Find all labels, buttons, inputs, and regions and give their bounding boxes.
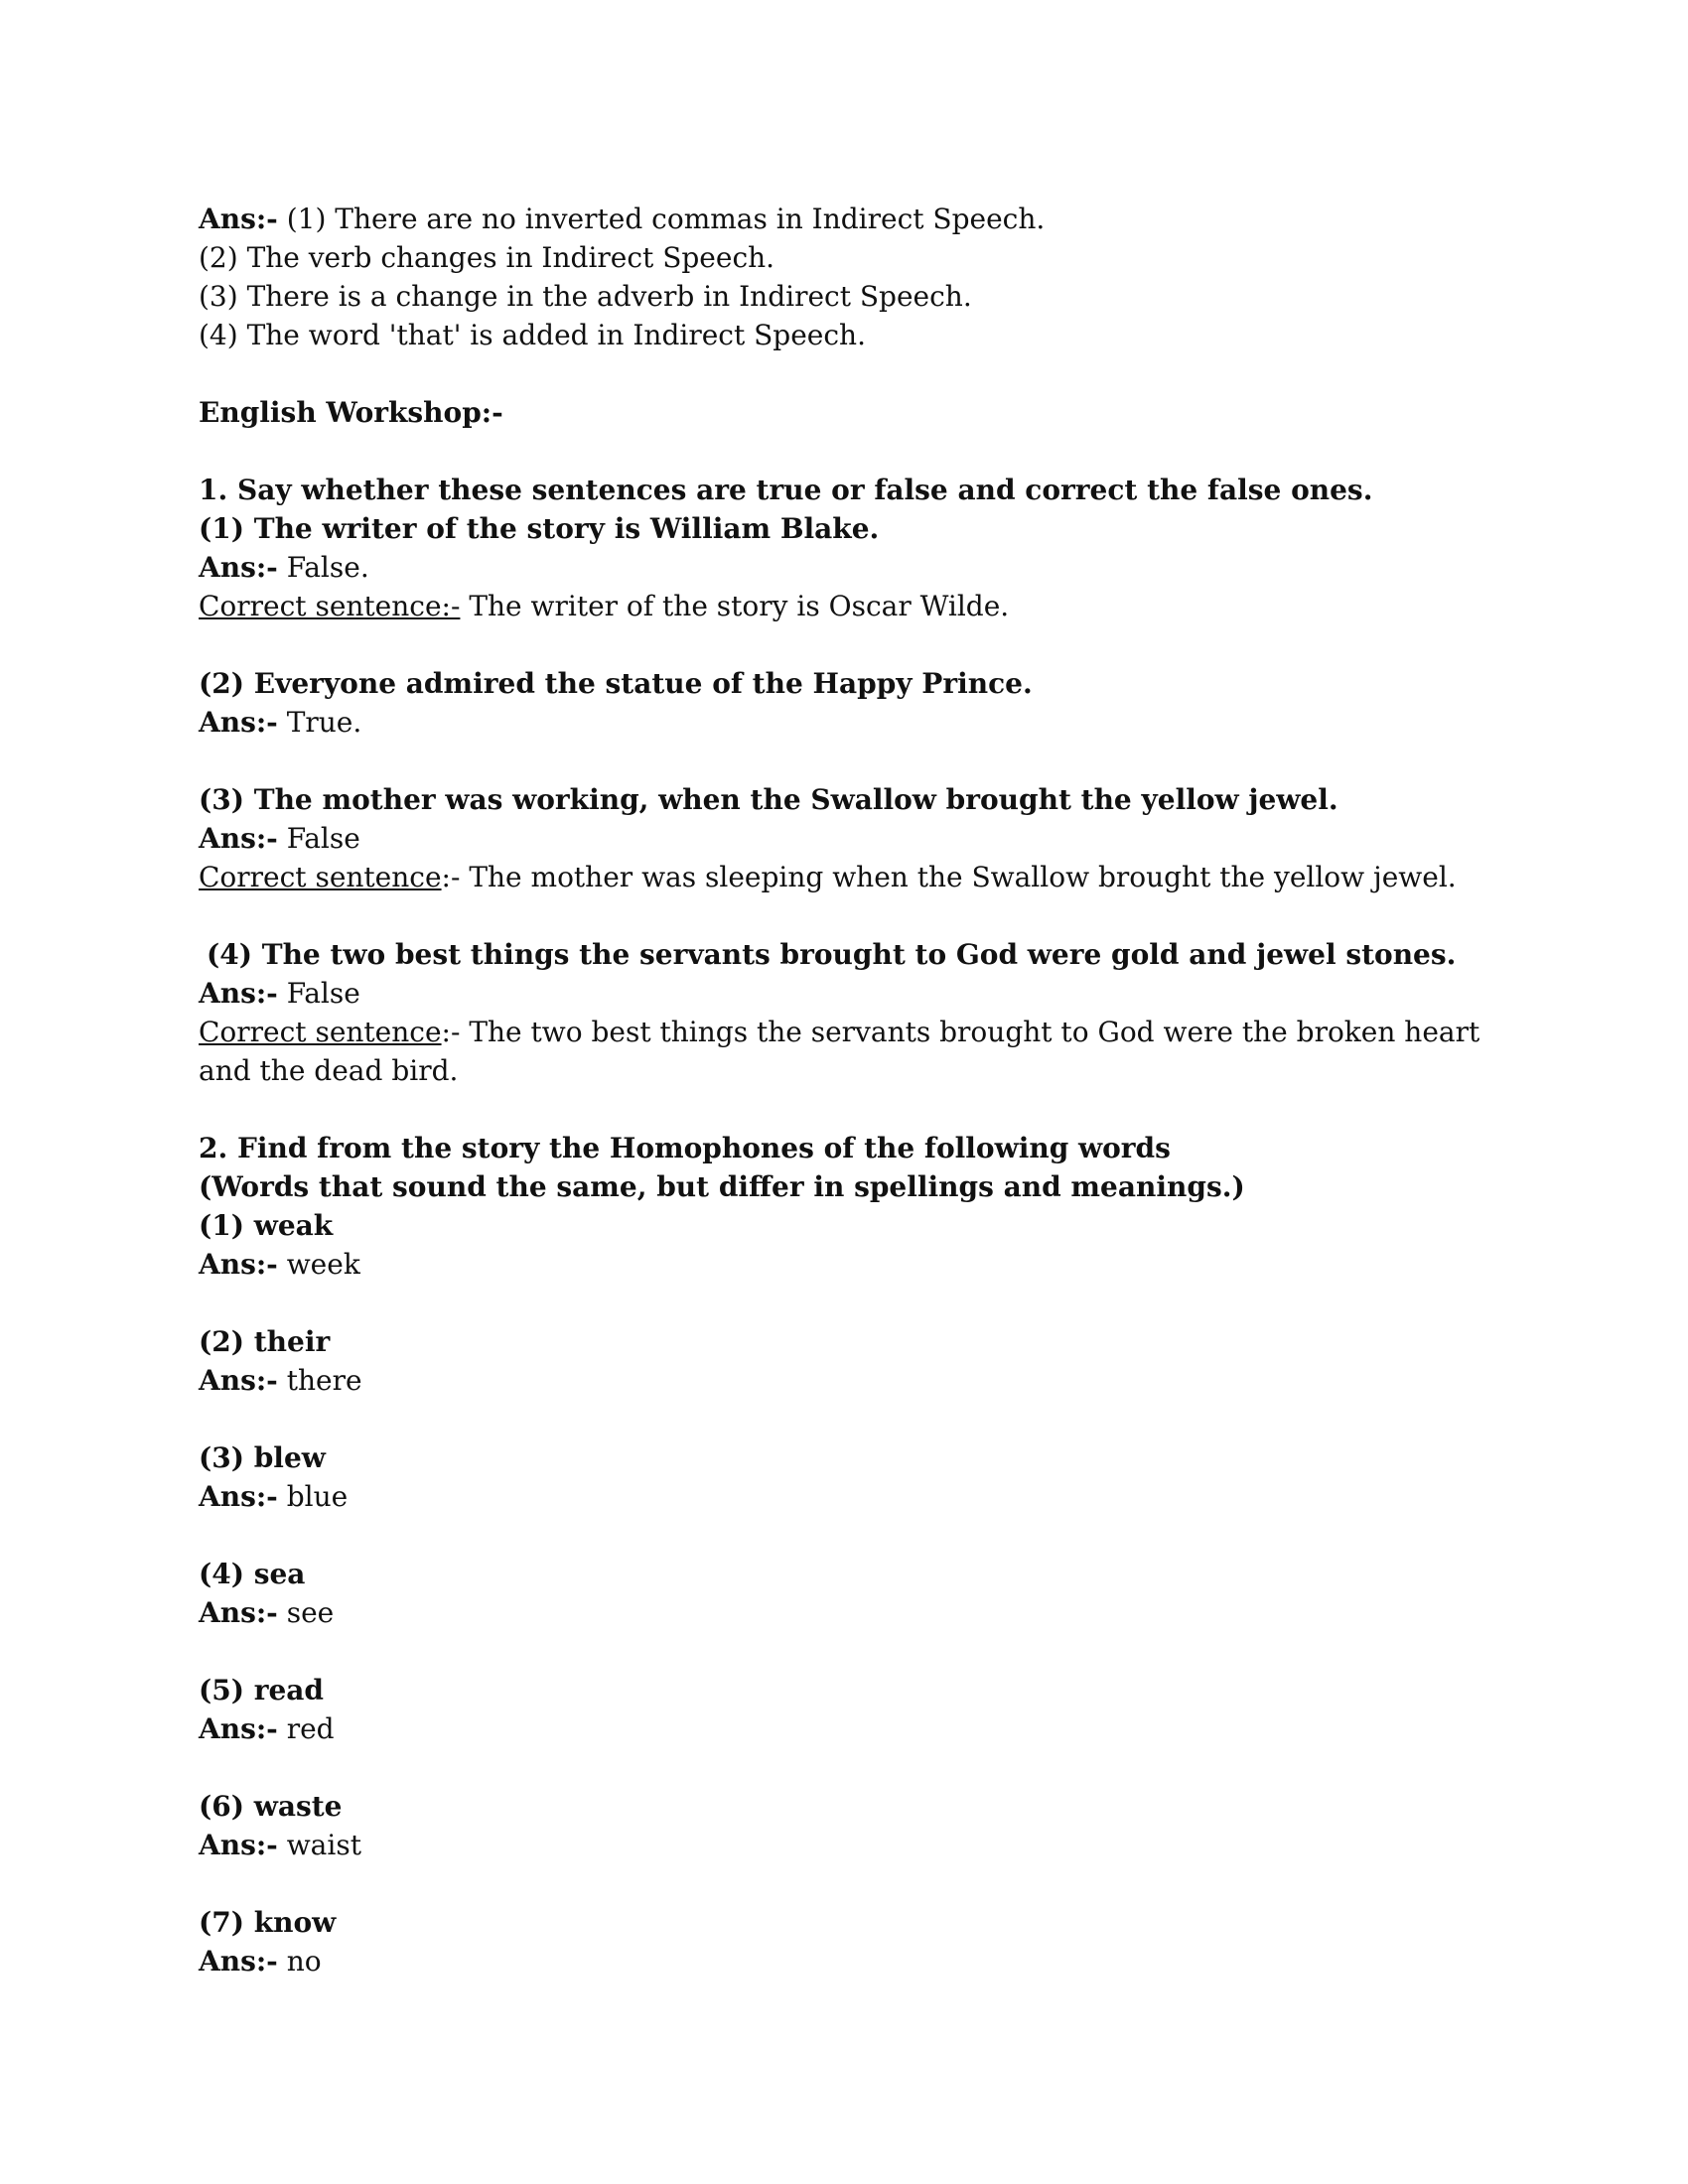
q2-item-5-word: (5) read xyxy=(199,1674,325,1706)
spacer xyxy=(199,742,1589,780)
q1-item-4-answer xyxy=(199,974,1589,1013)
answer-text: waist xyxy=(277,1829,361,1861)
ans-label: Ans:- xyxy=(199,551,278,584)
ans-label: Ans:- xyxy=(199,203,278,235)
q1-item-2-question: (2) Everyone admired the statue of the Happy Prince. xyxy=(199,667,1033,700)
answer-text: True. xyxy=(277,706,362,739)
answer-text: blue xyxy=(277,1480,349,1513)
q2-item-2-answer xyxy=(199,1361,1589,1400)
spacer xyxy=(199,1400,1589,1438)
q1-item-3-correct xyxy=(199,858,1589,896)
q1-item-2-answer xyxy=(199,703,1589,742)
spacer xyxy=(199,1864,1589,1903)
answer-text: see xyxy=(277,1596,335,1629)
question-2-title: 2. Find from the story the Homophones of the following words xyxy=(199,1132,1171,1164)
ans-label: Ans:- xyxy=(199,977,278,1010)
spacer xyxy=(199,354,1589,393)
workshop-heading: English Workshop:- xyxy=(199,396,503,429)
q1-item-4-question: (4) The two best things the servants brought to God were gold and jewel stones. xyxy=(207,938,1457,971)
answer-text: False xyxy=(277,977,360,1010)
q2-item-6-word: (6) waste xyxy=(199,1790,343,1823)
answer-text: red xyxy=(277,1712,335,1745)
q2-item-4-word: (4) sea xyxy=(199,1558,306,1590)
answer-text: False xyxy=(277,822,360,855)
answer-text: there xyxy=(277,1364,362,1397)
answer-text: False. xyxy=(277,551,369,584)
speech-answer-line-3: (3) There is a change in the adverb in Indirect Speech. xyxy=(199,280,972,313)
ans-label: Ans:- xyxy=(199,1364,278,1397)
q1-item-3-answer xyxy=(199,819,1589,858)
correct-sentence-label: Correct sentence:- xyxy=(199,590,461,622)
ans-label: Ans:- xyxy=(199,1945,278,1978)
q2-item-3-answer xyxy=(199,1477,1589,1516)
correct-sentence-text: The writer of the story is Oscar Wilde. xyxy=(460,590,1010,622)
document-page xyxy=(199,200,1589,1980)
ans-label: Ans:- xyxy=(199,822,278,855)
question-1-title: 1. Say whether these sentences are true or false and correct the false ones. xyxy=(199,474,1373,506)
q1-item-1-answer xyxy=(199,548,1589,587)
ans-label: Ans:- xyxy=(199,1248,278,1281)
spacer xyxy=(199,1284,1589,1322)
q2-item-1-word: (1) weak xyxy=(199,1209,334,1242)
spacer xyxy=(199,1748,1589,1787)
ans-label: Ans:- xyxy=(199,1712,278,1745)
speech-answer-line-1 xyxy=(199,200,1589,238)
spacer xyxy=(199,432,1589,471)
question-2-subtitle: (Words that sound the same, but differ in spellings and meanings.) xyxy=(199,1170,1245,1203)
spacer xyxy=(199,1632,1589,1671)
correct-sentence-label: Correct sentence xyxy=(199,861,442,893)
answer-text: no xyxy=(277,1945,322,1978)
q2-item-7-word: (7) know xyxy=(199,1906,337,1939)
q1-item-4-correct xyxy=(199,1013,1489,1090)
q2-item-2-word: (2) their xyxy=(199,1325,331,1358)
correct-sentence-text: :- The two best things the servants brought to God were the broken heart and the dead bird. xyxy=(199,1016,1480,1087)
spacer xyxy=(199,1090,1589,1129)
answer-text: (1) There are no inverted commas in Indirect Speech. xyxy=(277,203,1046,235)
spacer xyxy=(199,1516,1589,1555)
speech-answer-line-4: (4) The word 'that' is added in Indirect Speech. xyxy=(199,319,866,351)
q2-item-6-answer xyxy=(199,1826,1589,1864)
correct-sentence-text: :- The mother was sleeping when the Swallow brought the yellow jewel. xyxy=(441,861,1457,893)
correct-sentence-label: Correct sentence xyxy=(199,1016,442,1048)
q2-item-4-answer xyxy=(199,1593,1589,1632)
q2-item-1-answer xyxy=(199,1245,1589,1284)
q2-item-5-answer xyxy=(199,1709,1589,1748)
spacer xyxy=(199,625,1589,664)
spacer xyxy=(199,896,1589,935)
q1-item-3-question: (3) The mother was working, when the Swallow brought the yellow jewel. xyxy=(199,783,1338,816)
speech-answer-line-2: (2) The verb changes in Indirect Speech. xyxy=(199,241,775,274)
ans-label: Ans:- xyxy=(199,706,278,739)
ans-label: Ans:- xyxy=(199,1480,278,1513)
ans-label: Ans:- xyxy=(199,1829,278,1861)
q2-item-3-word: (3) blew xyxy=(199,1441,326,1474)
answer-text: week xyxy=(277,1248,360,1281)
q2-item-7-answer xyxy=(199,1942,1589,1980)
q1-item-1-question: (1) The writer of the story is William Blake. xyxy=(199,512,880,545)
q1-item-1-correct xyxy=(199,587,1589,625)
ans-label: Ans:- xyxy=(199,1596,278,1629)
